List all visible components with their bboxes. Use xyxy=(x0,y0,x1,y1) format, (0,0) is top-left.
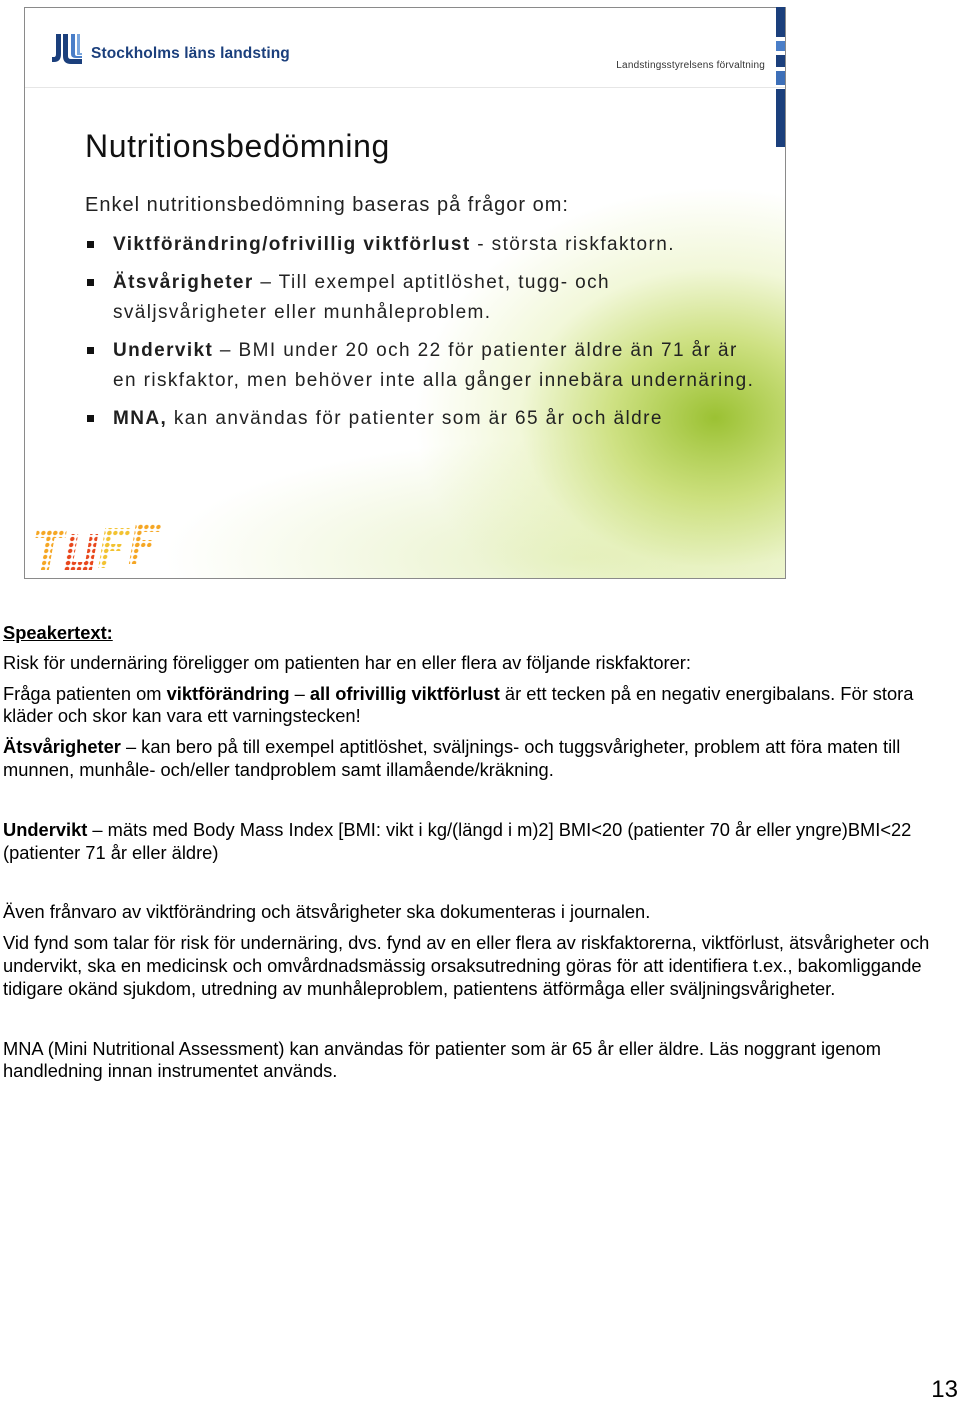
notes-paragraph: Vid fynd som talar för risk för undernäring, dvs. fynd av en eller flera av riskfaktorerna, viktförlust, ätsvårigheter och undervikt, ska en medicinsk och omvårdnadsmässig orsaksutredning göras för att identifiera t.ex., bakomliggande tidigare okänd sjukdom, utredning av munhåleproblem, patientens ätförmåga eller sväljningsvårigheter. xyxy=(3,932,930,999)
tuff-logo-icon xyxy=(31,518,171,574)
logo-text: Stockholms läns landsting xyxy=(91,45,290,62)
notes-text: – kan bero på till exempel aptitlöshet, sväljnings- och tuggsvårigheter, problem att föra maten till munnen, munhåle- och/eller tandproblem samt illamående/kräkning. xyxy=(3,736,901,780)
bullet-item xyxy=(85,268,765,328)
notes-paragraph xyxy=(3,819,943,865)
notes-bold: Undervikt xyxy=(3,818,88,840)
notes-text: – mäts med Body Mass Index [BMI: vikt i kg/(längd i m)2] BMI<20 (patienter 70 år eller yngre)BMI<22 (patienter 71 år eller äldre) xyxy=(3,818,912,863)
bullet-item xyxy=(85,230,765,260)
notes-paragraph xyxy=(3,736,943,782)
bullet-text: – Till exempel aptitlöshet, tugg- och sväljsvårigheter eller munhåleproblem. xyxy=(113,272,611,323)
notes-paragraph: Risk för undernäring föreligger om patienten har en eller flera av följande riskfaktorer: xyxy=(3,651,691,673)
bullet-text: - största riskfaktorn. xyxy=(470,234,675,255)
bullet-bold: MNA, xyxy=(113,408,168,429)
slide-title: Nutritionsbedömning xyxy=(85,128,390,164)
bullet-item xyxy=(85,404,765,434)
notes-bold: Ätsvårigheter xyxy=(3,736,121,758)
page-number: 13 xyxy=(931,1376,958,1403)
speaker-notes xyxy=(3,622,943,1083)
decorative-bars xyxy=(776,7,785,147)
notes-paragraph: MNA (Mini Nutritional Assessment) kan användas för patienter som är 65 år eller äldre. Läs noggrant igenom handledning innan instrumentet används. xyxy=(3,1037,881,1082)
bullet-text: kan användas för patienter som är 65 år och äldre xyxy=(167,408,663,429)
notes-paragraph: Även frånvaro av viktförändring och ätsvårigheter ska dokumenteras i journalen. xyxy=(3,901,651,923)
bullet-list xyxy=(85,230,765,442)
notes-paragraph xyxy=(3,683,943,729)
slide xyxy=(24,7,786,579)
slide-header xyxy=(25,8,785,88)
bullet-item xyxy=(85,336,765,396)
organization-name: Landstingsstyrelsens förvaltning xyxy=(616,60,765,71)
bullet-bold: Ätsvårigheter xyxy=(113,272,254,293)
notes-text: är ett tecken på en negativ energibalans. För stora kläder och skor kan vara ett varningstecken! xyxy=(3,682,914,727)
bullet-bold: Viktförändring/ofrivillig viktförlust xyxy=(113,234,471,255)
notes-bold: all ofrivillig viktförlust xyxy=(309,682,500,704)
bullet-text: – BMI under 20 och 22 för patienter äldre än 71 år är en riskfaktor, men behöver inte alla gånger innebära undernäring. xyxy=(113,340,755,391)
notes-text: Fråga patienten om xyxy=(3,682,167,704)
slide-intro: Enkel nutritionsbedömning baseras på frågor om: xyxy=(85,194,569,216)
notes-bold: viktförändring xyxy=(166,682,290,704)
notes-text: – xyxy=(289,682,310,704)
bullet-bold: Undervikt xyxy=(113,340,214,361)
notes-label: Speakertext: xyxy=(3,622,113,643)
